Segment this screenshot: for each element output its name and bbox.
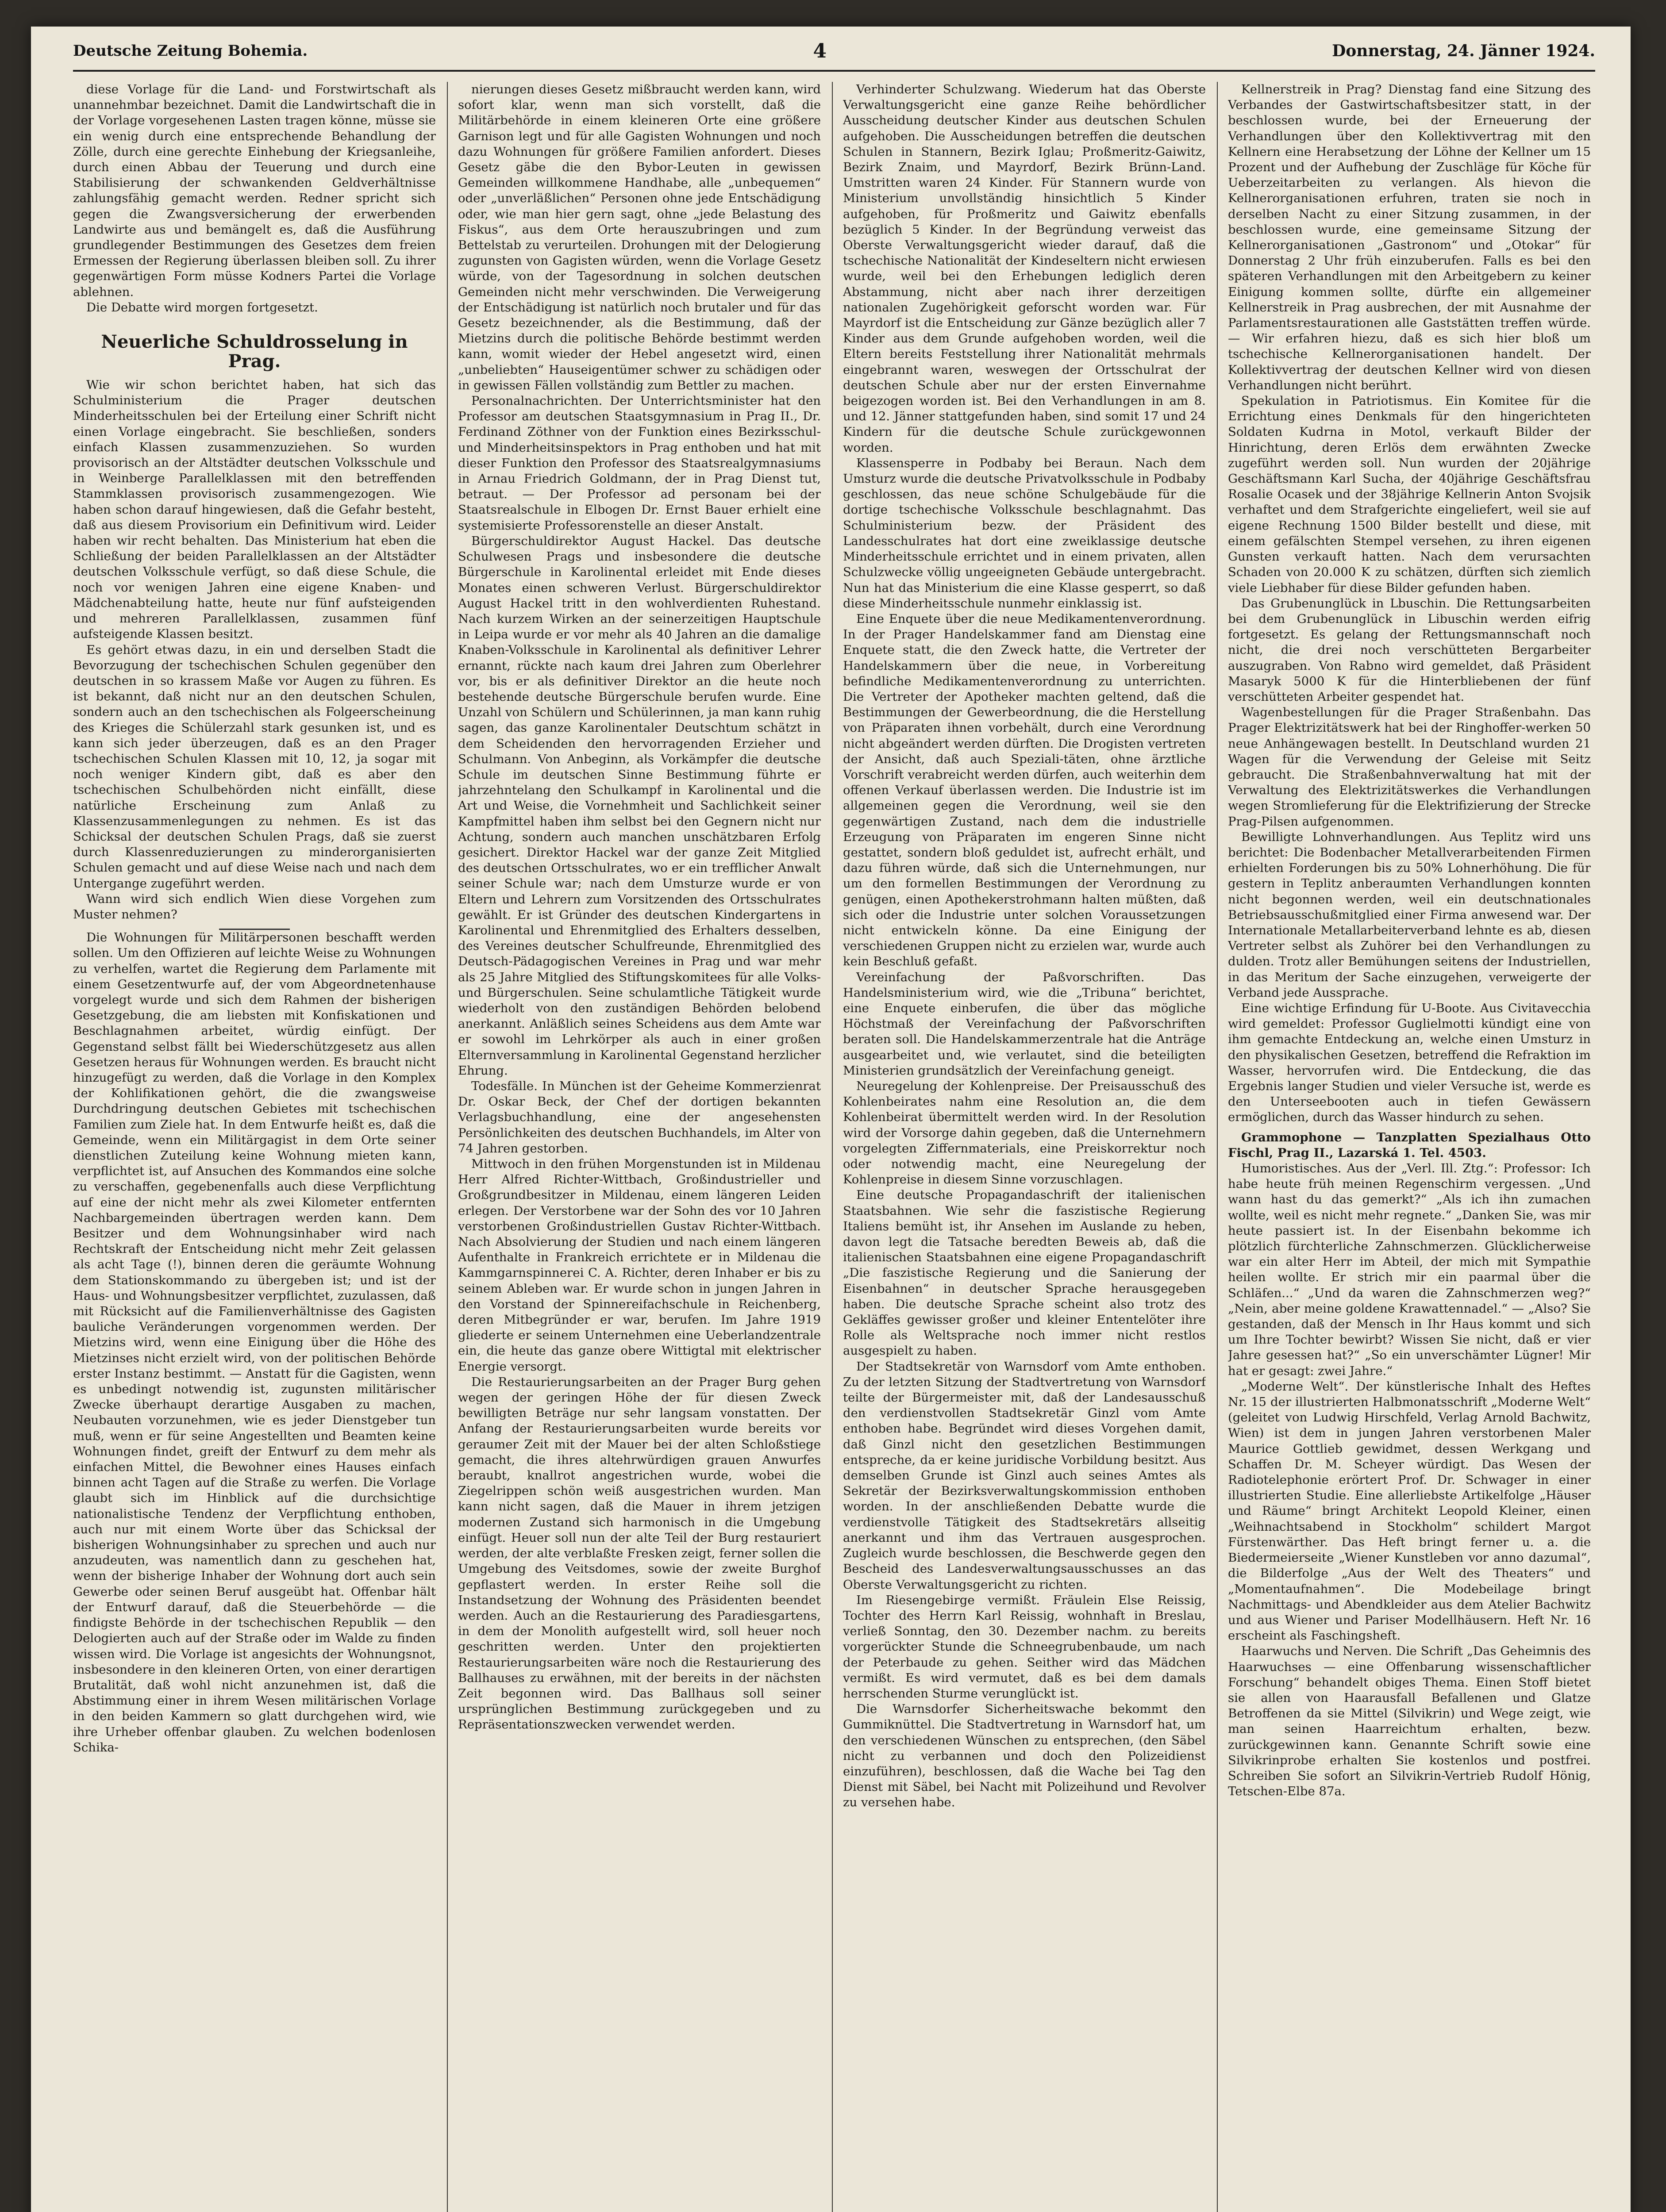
news-item: Im Riesengebirge vermißt. Fräulein Else Reissig, Tochter des Herrn Karl Reissig, wohnhaft in Breslau, verließ Sonntag, den 30. Dezember nachm. zu bereits vorgerückter Stunde die Schneegrubenbaude, um nach der Peterbaude zu gehen. Seither wird das Mädchen vermißt. Es wird vermutet, daß es bei dem damals herrschenden Sturme verunglückt ist. (843, 1593, 1206, 1701)
news-item: Der Stadtsekretär von Warnsdorf vom Amte enthoben. Zu der letzten Sitzung der Stadtvertretung von Warnsdorf teilte der Bürgermeister mit, daß der Landesausschuß den verdienstvollen Stadtsekretär Ginzl vom Amte enthoben habe. Begründet wird dieses Vorgehen damit, daß Ginzl nicht den gesetzlichen Bestimmungen entspreche, da er keine juridische Vorbildung besitzt. Aus demselben Grunde ist Ginzl auch seines Amtes als Sekretär der Bezirksverwaltungskommission enthoben worden. In der anschließenden Debatte wurde die verdienstvolle Tätigkeit des Stadtsekretärs allseitig anerkannt und ihm das Vertrauen ausgesprochen. Zugleich wurde beschlossen, die Beschwerde gegen den Bescheid des Landesverwaltungsausschusses an das Oberste Verwaltungsgericht zu richten. (843, 1359, 1206, 1592)
column-divider (447, 82, 448, 2212)
column-divider (1217, 82, 1218, 2212)
article-paragraph: Wie wir schon berichtet haben, hat sich das Schulministerium die Prager deutschen Minderheitsschulen bei der Erteilung einer Schrift nicht einen Vorlage eingebracht. Sie beschließen, sonders einfach Klassen zusammenzuziehen. So wurden provisorisch an der Altstädter deutschen Volksschule und in Weinberge Parallelklassen mit den betreffenden Stammklassen provisorisch zusammengezogen. Wie haben schon darauf hingewiesen, daß die Gefahr besteht, daß aus diesem Provisorium ein Definitivum wird. Leider haben wir recht behalten. Das Ministerium hat eben die Schließung der beiden Parallelklassen an der Altstädter deutschen Volksschule verfügt, so daß diese Schule, die noch vor wenigen Jahren eine eigene Knaben- und Mädchenabteilung hatte, heute nur fünf aufsteigenden und mehreren Parallelklassen, zusammen fünf aufsteigende Klassen besitzt. (73, 378, 436, 641)
article-paragraph: Die Debatte wird morgen fortgesetzt. (86, 300, 318, 315)
article-paragraph: Es gehört etwas dazu, in ein und derselben Stadt die Bevorzugung der tschechischen Schulen gegenüber den deutschen in so krassem Maße vor Augen zu führen. Es ist bekannt, daß nicht nur an den deutschen Schulen, sondern auch an den tschechischen als Folgeerscheinung des Krieges die Schülerzahl stark gesunken ist, und es kann sich jeder überzeugen, daß es an den Prager tschechischen Schulen Klassen mit 10, 12, ja sogar mit noch weniger Kindern gibt, daß es aber den tschechischen Schulbehörden nicht einfällt, diese natürliche Erscheinung zum Anlaß zu Klassenzusammenlegungen zu nehmen. Es ist das Schicksal der deutschen Schulen Prags, daß sie zuerst durch Klassenreduzierungen zu minderorganisierten Schulen gemacht und auf diese Weise nach und nach dem Untergange zugeführt werden. (73, 642, 436, 891)
news-item: Eine wichtige Erfindung für U-Boote. Aus Civitavecchia wird gemeldet: Professor Guglielmotti kündigt eine von ihm gemachte Entdeckung an, welche einen Umsturz in den physikalischen Gesetzen, betreffend die Refraktion im Wasser, hervorrufen wird. Die Entdeckung, die das Ergebnis langer Studien und vieler Versuche ist, werde es den Unterseebooten auch in tiefen Gewässern ermöglichen, durch das Wasser hindurch zu sehen. (1228, 1001, 1591, 1125)
article-headline: Neuerliche Schuldrosselung in Prag. (101, 331, 408, 372)
news-item: Wagenbestellungen für die Prager Straßenbahn. Das Prager Elektrizitätswerk hat bei der Ringhoffer-werken 50 neue Anhängewagen bestellt. In Deutschland wurden 21 Wagen für die Verwendung der Geleise mit Seitz gebraucht. Die Straßenbahnverwaltung hat mit der Verwaltung des Elektrizitätswerkes die Verhandlungen wegen Stromlieferung für die Elektrifizierung der Strecke Prag-Pilsen aufgenommen. (1228, 705, 1591, 829)
page-number: 4 (813, 39, 827, 62)
news-item: Eine deutsche Propagandaschrift der italienischen Staatsbahnen. Wie sehr die faszistische Regierung Italiens bemüht ist, ihr Ansehen im Auslande zu heben, davon legt die Tatsache beredten Beweis ab, daß die italienischen Staatsbahnen eine eigene Propagandaschrift „Die faszistische Regierung und die Sanierung der Eisenbahnen“ in deutscher Sprache herausgegeben haben. Die deutsche Sprache scheint also trotz des Gekläffes gewisser großer und kleiner Ententelöter ihre Rolle als Weltsprache noch immer nicht restlos ausgespielt zu haben. (843, 1188, 1206, 1358)
news-item: Die Warnsdorfer Sicherheitswache bekommt den Gummiknüttel. Die Stadtvertretung in Warnsdorf hat, um den verschiedenen Wünschen zu entsprechen, (den Säbel nicht zu verbannen und doch den Polizeidienst einzuführen), beschlossen, daß die Wache bei Tag den Dienst mit Säbel, bei Nacht mit Polizeihund und Revolver zu versehen habe. (843, 1702, 1206, 1810)
news-item: Bürgerschuldirektor August Hackel. Das deutsche Schulwesen Prags und insbesondere die deutsche Bürgerschule in Karolinental erleidet mit Ende dieses Monates einen schweren Verlust. Bürgerschuldirektor August Hackel tritt in den wohlverdienten Ruhestand. Nach kurzem Wirken an der seinerzeitigen Hauptschule in Leipa wurde er vor mehr als 40 Jahren an die damalige Knaben-Volksschule in Karolinental als definitiver Lehrer ernannt, rückte nach kaum drei Jahren zum Oberlehrer vor, bis er als definitiver Direktor an die heute noch bestehende deutsche Bürgerschule berufen wurde. Eine Unzahl von Schülern und Schülerinnen, ja man kann ruhig sagen, das ganze Karolinentaler Deutschtum schätzt in dem Scheidenden den hervorragenden Erzieher und Schulmann. Von Anbeginn, als Vorkämpfer die deutsche Schule im deutschen Sinne Bestimmung führte er jahrzehntelang den Schulkampf in Karolinental und die Art und Weise, die Vornehmheit und Sachlichkeit seiner Kampfmittel haben ihm selbst bei den Gegnern nicht nur Achtung, sondern auch manchen unschätzbaren Erfolg gesichert. Direktor Hackel war der ganze Zeit Mitglied des deutschen Ortsschulrates, wo er ein trefflicher Anwalt seiner Schule war; nach dem Umsturze wurde er von Eltern und Lehrern zum Vorsitzenden des Ortsschulrates gewählt. Er ist Gründer des deutschen Kindergartens in Karolinental und Ehrenmitglied des Erhalters desselben, des Vereines deutscher Schulfreunde, Ehrenmitglied des Deutsch-Pädagogischen Vereines in Prag und war mehr als 25 Jahre Mitglied des Stiftungskomitees für alle Volks- und Bürgerschulen. Seine schulamtliche Tätigkeit wurde wiederholt von den zuständigen Behörden belobend anerkannt. Anläßlich seines Scheidens aus dem Amte war er sowohl im Lehrkörper als auch in einer großen Elternversammlung in Karolinental Gegenstand herzlicher Ehrung. (458, 534, 821, 1078)
news-item: Spekulation in Patriotismus. Ein Komitee für die Errichtung eines Denkmals für den hingerichteten Soldaten Kudrna in Motol, verkauft Bilder der Hinrichtung, deren Erlös dem erwähnten Zwecke zugeführt werden soll. Nun wurden der 20jährige Geschäftsmann Karl Sucha, der 40jährige Geschäftsfrau Rosalie Ocasek und der 38jährige Kellnerin Anton Svojsik verhaftet und dem Strafgerichte eingeliefert, weil sie auf eigene Rechnung 1500 Bilder bestellt und diese, mit einem gefälschten Stempel versehen, zu ihren eigenen Gunsten verkauft hatten. Nach dem verursachten Schaden von 20.000 K zu schätzen, dürften sich ziemlich viele Liebhaber für diese Bilder gefunden haben. (1228, 394, 1591, 595)
column-3 (843, 82, 1206, 2212)
news-item: Eine Enquete über die neue Medikamentenverordnung. In der Prager Handelskammer fand am Dienstag eine Enquete statt, die den Zweck hatte, die Vertreter der Handelskammern über die neue, in Vorbereitung befindliche Medikamentenverordnung zu unterrichten. Die Vertreter der Apotheker machten geltend, daß die Bestimmungen der Gewerbeordnung, die die Herstellung von Präparaten ihnen vorbehält, durch eine Verordnung nicht abgeändert werden dürften. Die Drogisten vertreten der Ansicht, daß auch Speziali-täten, ohne ärztliche Vorschrift verabreicht werden dürfen, auch weiterhin dem offenen Verkauf überlassen werden. Die Industrie ist im allgemeinen gegen die Verordnung, weil sie den gegenwärtigen Zustand, nach dem die industrielle Erzeugung von Präparaten im engeren Sinne nicht gestattet, sondern bloß geduldet ist, aufrecht erhält, und dazu führen würde, daß sich die Unternehmungen, nur um den formellen Bestimmungen der Verordnung zu genügen, einen Apothekerstrohmann halten müßten, daß sich oder die Industrie unter solchen Voraussetzungen nicht entwickeln könne. Da eine Einigung der verschiedenen Gruppen nicht zu erzielen war, wurde auch kein Beschluß gefaßt. (843, 611, 1206, 969)
newspaper-name: Deutsche Zeitung Bohemia. (73, 42, 308, 60)
article-paragraph: Wann wird sich endlich Wien diese Vorgehen zum Muster nehmen? (73, 891, 436, 922)
news-item: Personalnachrichten. Der Unterrichtsminister hat den Professor am deutschen Staatsgymnasium in Prag II., Dr. Ferdinand Zöthner von der Funktion eines Bezirksschul- und Minderheitsinspektors in Prag enthoben und hat mit dieser Funktion den Professor des Staatsrealgymnasiums in Arnau Friedrich Goldmann, der in Prag Dienst tut, betraut. — Der Professor ad personam bei der Staatsrealschule in Elbogen Dr. Ernst Bauer erhielt eine systemisierte Professorenstelle an dieser Anstalt. (458, 394, 821, 533)
news-item: Neuregelung der Kohlenpreise. Der Preisausschuß des Kohlenbeirates nahm eine Resolution an, die dem Kohlenbeirat übermittelt werden wird. In der Resolution wird der Vorsorge dahin gegeben, daß die Unternehmern vorgelegten Ziffernmaterials, eine Preiskorrektur noch oder notwendig macht, eine Neuregelung der Kohlenpreise in diesem Sinne vorzuschlagen. (843, 1079, 1206, 1187)
column-4 (1228, 82, 1591, 2212)
advertisement: Grammophone — Tanzplatten Spezialhaus Otto Fischl, Prag II., Lazarská 1. Tel. 4503. (1228, 1130, 1591, 1160)
news-item: Vereinfachung der Paßvorschriften. Das Handelsministerium wird, wie die „Tribuna“ berichtet, eine Enquete einberufen, die über das mögliche Höchstmaß der Vereinfachung der Paßvorschriften beraten soll. Die Handelskammerzentrale hat die Anträge ausgearbeitet und, wie verlautet, sind die beteiligten Ministerien grundsätzlich der Vereinfachung geneigt. (843, 970, 1206, 1078)
page-header (73, 35, 1595, 66)
news-item: Haarwuchs und Nerven. Die Schrift „Das Geheimnis des Haarwuchses — eine Offenbarung wissenschaftlicher Forschung“ behandelt obiges Thema. Einen Stoff bietet sie allen von Haarausfall Befallenen und Glatze Betroffenen da sie Mittel (Silvikrin) und Wege zeigt, wie man seinen Haarreichtum erhalten, bezw. zurückgewinnen kann. Genannte Schrift sowie eine Silvikrinprobe erhalten Sie kostenlos und postfrei. Schreiben Sie sofort an Silvikrin-Vertrieb Rudolf Hönig, Tetschen-Elbe 87a. (1228, 1644, 1591, 1799)
news-item: Verhinderter Schulzwang. Wiederum hat das Oberste Verwaltungsgericht eine ganze Reihe behördlicher Ausscheidung deutscher Kinder aus deutschen Schulen aufgehoben. Die Ausscheidungen betreffen die deutschen Schulen in Stannern, Bezirk Iglau; Proßmeritz-Gaiwitz, Bezirk Znaim, und Mayrdorf, Bezirk Brünn-Land. Umstritten waren 24 Kinder. Für Stannern wurde von Ministerium unvollständig hinsichtlich 5 Kinder aufgehoben, für Proßmeritz und Gaiwitz ebenfalls bezüglich 5 Kinder. In der Begründung verweist das Oberste Verwaltungsgericht wieder darauf, daß die tschechische Nationalität der Kindeseltern nicht erwiesen wurde, weil bei den Erhebungen lediglich deren Abstammung, nicht aber nach ihrer derzeitigen nationalen Zugehörigkeit geforscht worden war. Für Mayrdorf ist die Entscheidung zur Gänze bezüglich aller 7 Kinder aus dem Grunde aufgehoben worden, weil die Eltern bereits Feststellung ihrer Nationalität mehrmals eingebrannt waren, weswegen der Ortsschulrat der deutschen Schule aber nur der ersten Einvernahme beigezogen worden ist. Bei den Verhandlungen in am 8. und 12. Jänner stattgefunden haben, sind somit 17 und 24 Kindern für die deutsche Schule zurückgewonnen worden. (843, 82, 1206, 455)
news-item: Humoristisches. Aus der „Verl. Ill. Ztg.“: Professor: Ich habe heute früh meinen Regenschirm vergessen. „Und wann hast du das gemerkt?“ „Als ich ihn zumachen wollte, weil es nicht mehr regnete.“ „Danken Sie, was mir heute passiert ist. In der Eisenbahn bekomme ich plötzlich fürchterliche Zahnschmerzen. Glücklicherweise war ein alter Herr im Abteil, der mich mit Sympathie heilen wollte. Er strich mir ein paarmal über die Schläfen...“ „Und da waren die Zahnschmerzen weg?“ „Nein, aber meine goldene Krawattennadel.“ — „Also? Sie gestanden, daß der Mensch in Ihr Haus kommt und sich um Ihre Tochter bewirbt? Wissen Sie nicht, daß er vier Jahre gesessen hat?“ „So ein unverschämter Lügner! Mir hat er gesagt: zwei Jahre.“ (1228, 1161, 1591, 1378)
news-item: Mittwoch in den frühen Morgenstunden ist in Mildenau Herr Alfred Richter-Wittbach, Großindustrieller und Großgrundbesitzer in Mildenau, einem längeren Leiden erlegen. Der Verstorbene war der Sohn des vor 10 Jahren verstorbenen Großindustriellen Gustav Richter-Wittbach. Nach Absolvierung der Studien und nach einem längeren Aufenthalte in Frankreich errichtete er in Mildenau die Kammgarnspinnerei C. A. Richter, deren Inhaber er bis zu seinem Ableben war. Er wurde schon in jungen Jahren in den Vorstand der Spinnereifachschule in Reichenberg, deren Mitbegründer er war, berufen. Im Jahre 1919 gliederte er seinem Unternehmen eine Ueberlandzentrale ein, die heute das ganze obere Wittigtal mit elektrischer Energie versorgt. (458, 1157, 821, 1374)
news-item: Todesfälle. In München ist der Geheime Kommerzienrat Dr. Oskar Beck, der Chef der dortigen bekannten Verlagsbuchhandlung, eine der angesehensten Persönlichkeiten des deutschen Buchhandels, im Alter von 74 Jahren gestorben. (458, 1079, 821, 1156)
news-item: Kellnerstreik in Prag? Dienstag fand eine Sitzung des Verbandes der Gastwirtschaftsbesitzer statt, in der beschlossen wurde, bei der Erneuerung der Verhandlungen über den Kollektivvertrag mit den Kellnern eine Herabsetzung der Löhne der Kellner um 15 Prozent und der Aufhebung der Zuschläge für Köche für Ueberzeitarbeiten zu verlangen. Als hievon die Kellnerorganisationen erfuhren, traten sie noch in derselben Nacht zu einer Sitzung zusammen, in der beschlossen wurde, eine gemeinsame Sitzung der Kellnerorganisationen „Gastronom“ und „Otokar“ für Donnerstag 2 Uhr früh einzuberufen. Falls es bei den späteren Verhandlungen mit den Arbeitgebern zu keiner Einigung kommen sollte, dürfte ein allgemeiner Kellnerstreik in Prag ausbrechen, der mit Ausnahme der Parlamentsrestaurationen alle Gaststätten treffen würde. — Wir erfahren hiezu, daß es sich hier bloß um tschechische Kellnerorganisationen handelt. Der Kollektivvertrag der deutschen Kellner wird von diesen Verhandlungen nicht berührt. (1228, 82, 1591, 392)
article-paragraph: Die Wohnungen für Militärpersonen beschafft werden sollen. Um den Offizieren auf leichte Weise zu Wohnungen zu verhelfen, wartet die Regierung dem Parlamente mit einem Gesetzentwurfe auf, der vom Abgeordnetenhause vorgelegt wurde und sich dem Rahmen der bisherigen Gesetzgebung, die am liebsten mit Konfiskationen und Beschlagnahmen arbeitet, würdig einfügt. Der Gegenstand selbst fällt bei Wiederschützgesetz aus allen Gesetzen heraus für Wohnungen werden. Es braucht nicht hinzugefügt zu werden, daß die Vorlage in den Komplex der Kohlifikationen gehört, die die zwangsweise Durchdringung deutschen Gebietes mit tschechischen Familien zum Ziele hat. In dem Entwurfe heißt es, daß die Gemeinde, wenn ein Militärgagist in dem Orte seiner dienstlichen Zuteilung keine Wohnung mieten kann, verpflichtet ist, auf Ansuchen des Kommandos eine solche zu verschaffen, gegebenenfalls auch diese Verpflichtung auf eine der nicht mehr als zwei Kilometer entfernten Nachbargemeinden übertragen werden kann. Dem Besitzer und dem Wohnungsinhaber wird nach Rechtskraft der Entscheidung nicht mehr Zeit gelassen als acht Tage (!), binnen deren die geräumte Wohnung dem Stationskommando zu übergeben ist; und ist der Haus- und Wohnungsbesitzer verpflichtet, zuzulassen, daß mit Rücksicht auf die Familienverhältnisse des Gagisten bauliche Veränderungen vorgenommen werden. Der Mietzins wird, wenn eine Einigung über die Höhe des Mietzinses nicht erzielt wird, von der politischen Behörde erster Instanz bestimmt. — Anstatt für die Gagisten, wenn es unbedingt notwendig ist, zugunsten militärischer Zwecke überhaupt derartige Ausgaben zu machen, Neubauten vorzunehmen, wie es jeder Dienstgeber tun muß, wenn er für seine Angestellten und Beamten keine Wohnungen findet, greift der Entwurf zu dem mehr als einfachen Mittel, die Bewohner eines Hauses einfach binnen acht Tagen auf die Straße zu werfen. Die Vorlage glaubt sich im Hinblick auf die durchsichtige nationalistische Tendenz der Verpflichtung enthoben, auch nur mit einem Worte über das Schicksal der bisherigen Wohnungsinhaber zu sprechen und auch nur anzudeuten, was namentlich dann zu geschehen hat, wenn der bisherige Inhaber der Wohnung dort auch sein Gewerbe oder seinen Beruf ausgeübt hat. Offenbar hält der Entwurf darauf, daß die Steuerbehörde — die findigste Behörde in der tschechischen Republik — den Delogierten auch auf der Straße oder im Walde zu finden wissen wird. Die Vorlage ist angesichts der Wohnungsnot, insbesondere in den kleineren Orten, von einer derartigen Brutalität, daß wohl nicht anzunehmen ist, daß die Abstimmung einer in ihrem Wesen militärischen Vorlage in den beiden Kammern so glatt durchgehen wird, wie ihre Urheber offenbar glauben. Zu welchen bodenlosen Schika- (73, 930, 436, 1755)
article-paragraph: diese Vorlage für die Land- und Forstwirtschaft als unannehmbar bezeichnet. Damit die Landwirtschaft die in der Vorlage vorgesehenen Lasten tragen könne, müsse sie ein wenig durch eine entsprechende Behandlung der Zölle, durch eine gerechte Einhebung der Kriegsanleihe, durch einen Abbau der Teuerung und durch eine Stabilisierung der schwankenden Geldverhältnisse zahlungsfähig gemacht werden. Redner spricht sich gegen die Zwangsversicherung der erwerbenden Landwirte aus und bemängelt es, daß die Ausführung grundlegender Bestimmungen des Gesetzes dem freien Ermessen der Regierung überlassen bleiben soll. Zu ihrer gegenwärtigen Form müsse Kodners Partei die Vorlage ablehnen. (73, 82, 436, 299)
news-item: „Moderne Welt“. Der künstlerische Inhalt des Heftes Nr. 15 der illustrierten Halbmonatsschrift „Moderne Welt“ (geleitet von Ludwig Hirschfeld, Verlag Arnold Bachwitz, Wien) ist dem in jungen Jahren verstorbenen Maler Maurice Gottlieb gewidmet, dessen Werkgang und Schaffen Dr. M. Scheyer würdigt. Das Wesen der Radiotelephonie erörtert Prof. Dr. Schwager in einer illustrierten Studie. Eine allerliebste Artikelfolge „Häuser und Räume“ bringt Architekt Leopold Kleiner, einen „Weihnachtsabend in Stockholm“ schildert Margot Fürstenwärther. Das Heft bringt ferner u. a. die Biedermeierseite „Wiener Kunstleben vor anno dazumal“, die Bilderfolge „Aus der Welt des Theaters“ und „Momentaufnahmen“. Die Modebeilage bringt Nachmittags- und Abendkleider aus dem Atelier Bachwitz und aus Wiener und Pariser Modellhäusern. Heft Nr. 16 erscheint als Faschingsheft. (1228, 1379, 1591, 1643)
column-1 (73, 82, 436, 2212)
news-item: Bewilligte Lohnverhandlungen. Aus Teplitz wird uns berichtet: Die Bodenbacher Metallverarbeitenden Firmen erhielten Forderungen bis zu 50% Lohnerhöhung. Die für gestern in Teplitz anberaumten Verhandlungen konnten nicht begonnen werden, weil ein deutschnationales Betriebsausschußmitglied einer Firma anwesend war. Der Internationale Metallarbeiterverband lehnte es ab, diesen Vertreter selbst als Zuhörer bei den Verhandlungen zu dulden. Trotz aller Bemühungen seitens der Industriellen, in das Meritum der Sache einzugehen, verweigerte der Verband jede Aussprache. (1228, 830, 1591, 1000)
news-item: Die Restaurierungsarbeiten an der Prager Burg gehen wegen der geringen Höhe der für diesen Zweck bewilligten Beträge nur sehr langsam vonstatten. Der Anfang der Restaurierungsarbeiten wurde bereits vor geraumer Zeit mit der Mauer bei der alten Schloßstiege gemacht, die ihres altehrwürdigen grauen Anwurfes beraubt, knallrot angestrichen wurde, wobei die Ziegelrippen schön weiß ausgestrichen wurden. Man kann nicht sagen, daß die Mauer in ihrem jetzigen modernen Zustand sich harmonisch in die Umgebung einfügt. Heuer soll nun der alte Teil der Burg restauriert werden, der alte verblaßte Fresken zeigt, ferner sollen die Umgebung des Veitsdomes, sowie der zweite Burghof gepflastert werden. In erster Reihe soll die Instandsetzung der Wohnung des Präsidenten beendet werden. Auch an die Restaurierung des Paradiesgartens, in dem der Monolith aufgestellt wird, soll heuer noch geschritten werden. Unter den projektierten Restaurierungsarbeiten wäre noch die Restaurierung des Ballhauses zu erwähnen, mit der bereits in der nächsten Zeit begonnen wird. Das Ballhaus soll seiner ursprünglichen Bestimmung zurückgegeben und zu Repräsentationszwecken verwendet werden. (458, 1375, 821, 1732)
header-rule (73, 70, 1595, 72)
column-2 (458, 82, 821, 2212)
article-paragraph: nierungen dieses Gesetz mißbraucht werden kann, wird sofort klar, wenn man sich vorstellt, daß die Militärbehörde in einem kleineren Orte eine größere Garnison legt und für alle Gagisten Wohnungen und noch dazu Wohnungen für größere Familien anfordert. Dieses Gesetz gäbe die den Bybor-Leuten in gewissen Gemeinden willkommene Handhabe, alle „unbequemen“ oder „unverläßlichen“ Personen ohne jede Entschädigung oder, wie man hier gern sagt, ohne „jede Belastung des Fiskus“, aus dem Orte herauszubringen und zum Bettelstab zu verurteilen. Drohungen mit der Delogierung zugunsten von Gagisten würden, wenn die Vorlage Gesetz würde, von der Tagesordnung in solchen deutschen Gemeinden nicht mehr verschwinden. Die Verweigerung der Entschädigung ist natürlich noch brutaler und für das Gesetz bezeichnender, als die Bestimmung, daß der Mietzins durch die politische Behörde bestimmt werden kann, womit wieder der Hebel angesetzt wird, einen „unbeliebten“ Hauseigentümer schwer zu schädigen oder in gewissen Fällen vollständig zum Bettler zu machen. (458, 82, 821, 392)
issue-date: Donnerstag, 24. Jänner 1924. (1332, 42, 1595, 60)
news-item: Das Grubenunglück in Lbuschin. Die Rettungsarbeiten bei dem Grubenunglück in Libuschin werden eifrig fortgesetzt. Es gelang der Rettungsmannschaft noch nicht, die drei noch verschütteten Bergarbeiter auszugraben. Von Rabno wird gemeldet, daß Präsident Masaryk 5000 K für die Hinterbliebenen der fünf verschütteten Arbeiter gespendet hat. (1228, 596, 1591, 704)
newspaper-page (31, 27, 1631, 2212)
news-item: Klassensperre in Podbaby bei Beraun. Nach dem Umsturz wurde die deutsche Privatvolksschule in Podbaby geschlossen, das neue schöne Schulgebäude für die dortige tschechische Volksschule beschlagnahmt. Das Schulministerium bezw. der Präsident des Landesschulrates hat dort eine zweiklassige deutsche Minderheitsschule errichtet und in einem privaten, allen Schulzwecke völlig ungeeigneten Gebäude untergebracht. Nun hat das Ministerium die eine Klasse gesperrt, so daß diese Minderheitsschule nunmehr einklassig ist. (843, 456, 1206, 611)
column-divider (832, 82, 833, 2212)
